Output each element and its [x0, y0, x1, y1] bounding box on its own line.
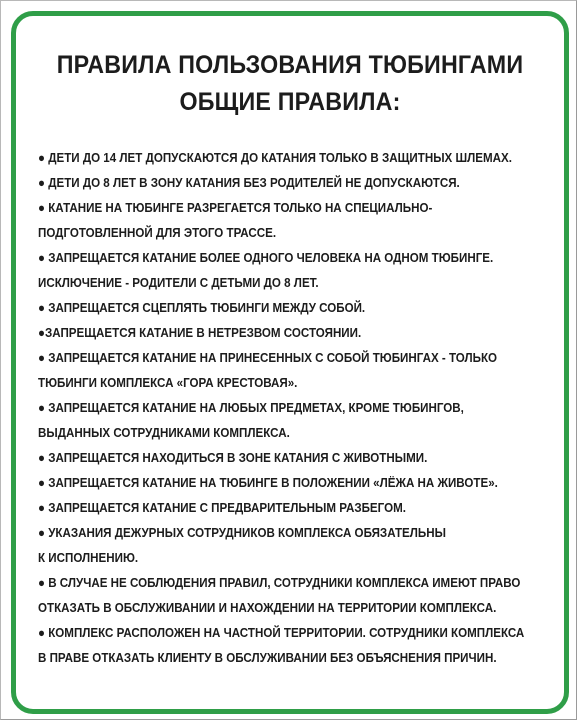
rule-line: ПОДГОТОВЛЕННОЙ ДЛЯ ЭТОГО ТРАССЕ. — [38, 226, 277, 240]
rule-line: ● ЗАПРЕЩАЕТСЯ СЦЕПЛЯТЬ ТЮБИНГИ МЕЖДУ СОБОЙ. — [38, 301, 366, 315]
rule-line: В ПРАВЕ ОТКАЗАТЬ КЛИЕНТУ В ОБСЛУЖИВАНИИ БЕЗ ОБЪЯСНЕНИЯ ПРИЧИН. — [38, 651, 497, 665]
rule-line: ● В СЛУЧАЕ НЕ СОБЛЮДЕНИЯ ПРАВИЛ, СОТРУДНИКИ КОМПЛЕКСА ИМЕЮТ ПРАВО — [38, 576, 521, 590]
sign-title: ПРАВИЛА ПОЛЬЗОВАНИЯ ТЮБИНГАМИ — [56, 51, 524, 79]
rule-line: ● ДЕТИ ДО 8 ЛЕТ В ЗОНУ КАТАНИЯ БЕЗ РОДИТЕЛЕЙ НЕ ДОПУСКАЮТСЯ. — [38, 176, 460, 190]
rule-line: ● ЗАПРЕЩАЕТСЯ КАТАНИЕ С ПРЕДВАРИТЕЛЬНЫМ РАЗБЕГОМ. — [38, 501, 406, 515]
rule-line: ● ЗАПРЕЩАЕТСЯ КАТАНИЕ НА ПРИНЕСЕННЫХ С СОБОЙ ТЮБИНГАХ - ТОЛЬКО — [38, 351, 498, 365]
rule-line: ● ЗАПРЕЩАЕТСЯ КАТАНИЕ НА ТЮБИНГЕ В ПОЛОЖЕНИИ «ЛЁЖА НА ЖИВОТЕ». — [38, 476, 498, 490]
rule-line: ТЮБИНГИ КОМПЛЕКСА «ГОРА КРЕСТОВАЯ». — [38, 376, 298, 390]
rule-line: ВЫДАННЫХ СОТРУДНИКАМИ КОМПЛЕКСА. — [38, 426, 290, 440]
rule-line: ● КАТАНИЕ НА ТЮБИНГЕ РАЗРЕГАЕТСЯ ТОЛЬКО НА СПЕЦИАЛЬНО- — [38, 201, 433, 215]
rule-line: ● ДЕТИ ДО 14 ЛЕТ ДОПУСКАЮТСЯ ДО КАТАНИЯ ТОЛЬКО В ЗАЩИТНЫХ ШЛЕМАХ. — [38, 151, 512, 165]
rule-line: ● КОМПЛЕКС РАСПОЛОЖЕН НА ЧАСТНОЙ ТЕРРИТОРИИ. СОТРУДНИКИ КОМПЛЕКСА — [38, 626, 525, 640]
rule-line: ИСКЛЮЧЕНИЕ - РОДИТЕЛИ С ДЕТЬМИ ДО 8 ЛЕТ. — [38, 276, 319, 290]
rule-line: ОТКАЗАТЬ В ОБСЛУЖИВАНИИ И НАХОЖДЕНИИ НА ТЕРРИТОРИИ КОМПЛЕКСА. — [38, 601, 497, 615]
rule-line: К ИСПОЛНЕНИЮ. — [38, 551, 139, 565]
rule-line: ● ЗАПРЕЩАЕТСЯ КАТАНИЕ НА ЛЮБЫХ ПРЕДМЕТАХ, КРОМЕ ТЮБИНГОВ, — [38, 401, 464, 415]
sign-subtitle: ОБЩИЕ ПРАВИЛА: — [179, 88, 401, 116]
rule-line: ● ЗАПРЕЩАЕТСЯ КАТАНИЕ БОЛЕЕ ОДНОГО ЧЕЛОВЕКА НА ОДНОМ ТЮБИНГЕ. — [38, 251, 494, 265]
rule-line: ●ЗАПРЕЩАЕТСЯ КАТАНИЕ В НЕТРЕЗВОМ СОСТОЯНИИ. — [38, 326, 362, 340]
rule-line: ● УКАЗАНИЯ ДЕЖУРНЫХ СОТРУДНИКОВ КОМПЛЕКСА ОБЯЗАТЕЛЬНЫ — [38, 526, 446, 540]
rule-line: ● ЗАПРЕЩАЕТСЯ НАХОДИТЬСЯ В ЗОНЕ КАТАНИЯ С ЖИВОТНЫМИ. — [38, 451, 428, 465]
rules-list — [38, 146, 558, 671]
